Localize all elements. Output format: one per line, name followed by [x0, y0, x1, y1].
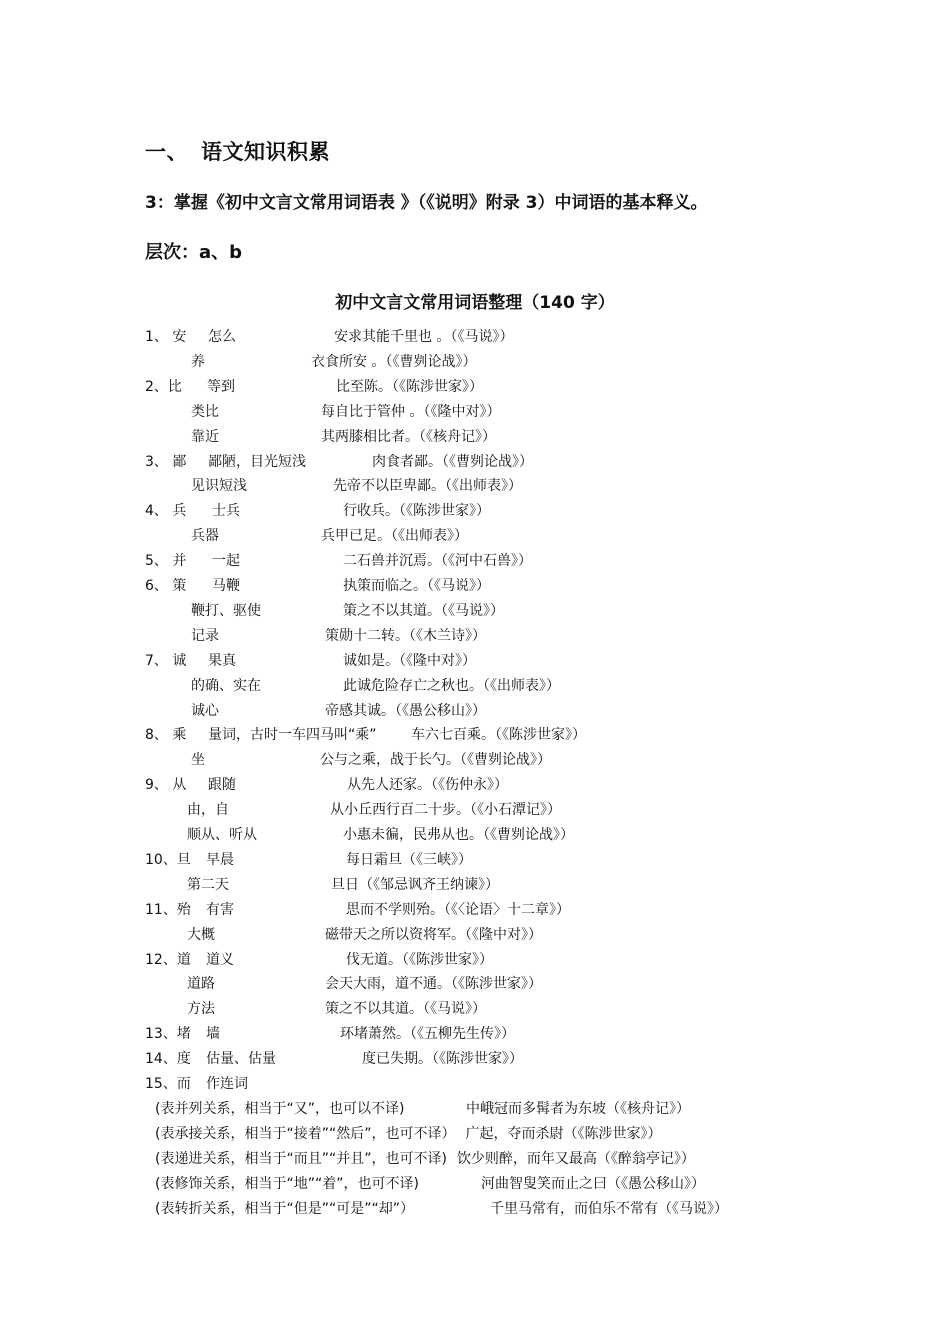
- word-meaning: 类比: [191, 403, 219, 420]
- example-sentence: 伐无道。（《陈涉世家》）: [346, 951, 493, 968]
- example-sentence: 先帝不以臣卑鄙。（《出师表》）: [333, 478, 522, 495]
- example-sentence: 比至陈。（《陈涉世家》）: [336, 378, 483, 395]
- word-entry: 2、比: [145, 378, 182, 395]
- word-meaning: 见识短浅: [191, 478, 247, 495]
- list-item: [0, 700, 950, 722]
- word-meaning: 记录: [191, 627, 219, 644]
- word-meaning: 诚心: [191, 702, 219, 719]
- list-item: [0, 451, 950, 473]
- list-item: [0, 774, 950, 796]
- table-title: 初中文言文常用词语整理（140 字）: [335, 293, 615, 313]
- word-entry: 1、 安: [145, 329, 187, 345]
- list-item: [0, 924, 950, 946]
- word-entry: 6、 策: [145, 578, 187, 594]
- example-sentence: 小惠未徧，民弗从也。（《曹刿论战》）: [343, 827, 574, 843]
- list-item: [0, 998, 950, 1020]
- list-item: [0, 899, 950, 921]
- list-item: [0, 824, 950, 846]
- example-sentence: 思而不学则殆。（《〈论语〉十二章》）: [346, 901, 570, 918]
- example-sentence: 饮少则醉，而年又最高（《醉翁亭记》）: [456, 1150, 695, 1167]
- word-entry: 3、 鄙: [145, 453, 187, 470]
- word-entry: 11、殆: [145, 901, 191, 918]
- word-entry: 14、度: [145, 1051, 191, 1068]
- word-meaning: 估量、估量: [206, 1051, 276, 1068]
- word-meaning: (表承接关系，相当于“接着”“然后”，也可不译）: [155, 1125, 456, 1142]
- example-sentence: 环堵萧然。（《五柳先生传》）: [340, 1026, 515, 1043]
- example-sentence: 帝感其诚。（《愚公移山》）: [325, 702, 486, 719]
- word-meaning: 跟随: [208, 777, 236, 794]
- example-sentence: 车六七百乘。（《陈涉世家》）: [411, 727, 586, 744]
- example-sentence: 从小丘西行百二十步。（《小石潭记》）: [330, 802, 561, 819]
- word-meaning: 由，自: [187, 802, 229, 819]
- example-sentence: 广起，夺而杀尉（《陈涉世家》）: [465, 1125, 662, 1142]
- word-meaning: 的确、实在: [191, 677, 261, 694]
- example-sentence: 其两膝相比者。（《核舟记》）: [321, 428, 496, 445]
- list-item: [0, 500, 950, 522]
- example-sentence: 策之不以其道。（《马说》）: [343, 602, 504, 619]
- example-sentence: 从先人还家。（《伤仲永》）: [347, 777, 508, 794]
- word-meaning: 士兵: [212, 503, 240, 520]
- word-meaning: 道路: [187, 976, 215, 993]
- example-sentence: 中峨冠而多髯者为东坡（《核舟记》）: [466, 1100, 690, 1117]
- word-meaning: (表转折关系，相当于“但是”“可是”“却”）: [155, 1200, 414, 1217]
- list-item: [0, 1198, 950, 1220]
- word-meaning: (表递进关系，相当于“而且”“并且”，也可不译): [155, 1150, 447, 1167]
- word-meaning: 量词，古时一车四马叫“乘”: [208, 727, 377, 744]
- list-item: [0, 1048, 950, 1070]
- example-sentence: 千里马常有，而伯乐不常有（《马说》）: [490, 1200, 728, 1217]
- word-meaning: 方法: [187, 1001, 215, 1018]
- example-sentence: 策之不以其道。（《马说》）: [325, 1001, 486, 1018]
- list-item: [0, 1098, 950, 1120]
- word-meaning: (表修饰关系，相当于“地”“着”，也可不译): [155, 1175, 419, 1192]
- example-sentence: 衣食所安 。（《曹刿论战》）: [311, 353, 477, 370]
- word-entry: 12、道: [145, 951, 191, 968]
- list-item: [0, 475, 950, 497]
- list-item: [0, 1023, 950, 1045]
- word-entry: 4、 兵: [145, 503, 187, 520]
- section-title: 语文知识积累: [201, 140, 330, 164]
- example-sentence: 行收兵。（《陈涉世家》）: [343, 503, 490, 520]
- list-item: [0, 376, 950, 398]
- list-item: [0, 949, 950, 971]
- word-entry: 7、 诚: [145, 652, 187, 669]
- list-item: [0, 849, 950, 871]
- word-meaning: 等到: [207, 378, 235, 395]
- example-sentence: 河曲智叟笑而止之曰（《愚公移山》）: [481, 1175, 705, 1192]
- word-meaning: 马鞭: [212, 578, 240, 594]
- list-item: [0, 724, 950, 746]
- word-entry: 15、而: [145, 1076, 191, 1092]
- list-item: [0, 575, 950, 597]
- example-sentence: 会天大雨，道不通。（《陈涉世家》）: [325, 976, 542, 993]
- word-meaning: 鄙陋，目光短浅: [208, 453, 306, 470]
- level-heading: 层次：a、b: [145, 242, 243, 263]
- example-sentence: 旦日（《邹忌讽齐王纳谏》）: [331, 876, 499, 893]
- word-meaning: 一起: [212, 553, 240, 570]
- list-item: [0, 650, 950, 672]
- word-entry: 10、旦: [145, 851, 191, 868]
- word-meaning: 墙: [206, 1026, 220, 1043]
- list-item: [0, 326, 950, 348]
- word-meaning: 靠近: [191, 428, 219, 445]
- word-meaning: 鞭打、驱使: [191, 602, 261, 619]
- example-sentence: 兵甲已足。（《出师表》）: [321, 528, 468, 545]
- word-meaning: 道义: [206, 951, 234, 968]
- word-meaning: 兵器: [191, 528, 219, 545]
- section-number: 一、: [145, 140, 188, 164]
- word-meaning: 怎么: [208, 329, 236, 345]
- list-item: [0, 600, 950, 622]
- word-meaning: 早晨: [206, 851, 234, 868]
- example-sentence: 二石兽并沉焉。（《河中石兽》）: [343, 553, 532, 570]
- word-entry: 13、堵: [145, 1026, 191, 1043]
- example-sentence: 策勋十二转。（《木兰诗》）: [325, 627, 486, 644]
- word-entry: 8、 乘: [145, 727, 187, 744]
- word-entry: 9、 从: [145, 777, 187, 794]
- list-item: [0, 1148, 950, 1170]
- list-item: [0, 401, 950, 423]
- list-item: [0, 426, 950, 448]
- list-item: [0, 525, 950, 547]
- word-meaning: 作连词: [206, 1076, 248, 1092]
- objective-heading: 3：掌握《初中文言文常用词语表 》（《说明》附录 3）中词语的基本释义。: [145, 193, 708, 213]
- section-heading: [145, 136, 330, 166]
- word-meaning: 有害: [206, 901, 234, 918]
- word-entry: 5、 并: [145, 553, 187, 570]
- list-item: [0, 625, 950, 647]
- list-item: [0, 749, 950, 771]
- word-meaning: 坐: [191, 752, 205, 769]
- list-item: [0, 675, 950, 697]
- list-item: [0, 1173, 950, 1195]
- word-meaning: (表并列关系，相当于“又”，也可以不译): [155, 1100, 405, 1117]
- list-item: [0, 351, 950, 373]
- example-sentence: 每日霜旦（《三峡》）: [346, 851, 472, 868]
- word-meaning: 养: [191, 353, 205, 370]
- example-sentence: 磁带天之所以资将军。（《隆中对》）: [325, 926, 542, 943]
- example-sentence: 此诚危险存亡之秋也。（《出师表》）: [343, 677, 560, 694]
- word-meaning: 第二天: [187, 876, 229, 893]
- example-sentence: 公与之乘，战于长勺。（《曹刿论战》）: [320, 752, 551, 769]
- list-item: [0, 550, 950, 572]
- example-sentence: 安求其能千里也 。（《马说》）: [334, 329, 514, 345]
- word-meaning: 顺从、听从: [187, 827, 257, 843]
- list-item: [0, 799, 950, 821]
- word-meaning: 果真: [208, 652, 236, 669]
- list-item: [0, 1123, 950, 1145]
- example-sentence: 执策而临之。（《马说》）: [343, 578, 490, 594]
- list-item: [0, 874, 950, 896]
- example-sentence: 肉食者鄙。（《曹刿论战》）: [372, 453, 533, 470]
- example-sentence: 每自比于管仲 。（《隆中对》）: [321, 403, 501, 420]
- list-item: [0, 973, 950, 995]
- example-sentence: 度已失期。（《陈涉世家》）: [362, 1051, 523, 1068]
- word-meaning: 大概: [187, 926, 215, 943]
- list-item: [0, 1073, 950, 1095]
- example-sentence: 诚如是。（《隆中对》）: [343, 652, 476, 669]
